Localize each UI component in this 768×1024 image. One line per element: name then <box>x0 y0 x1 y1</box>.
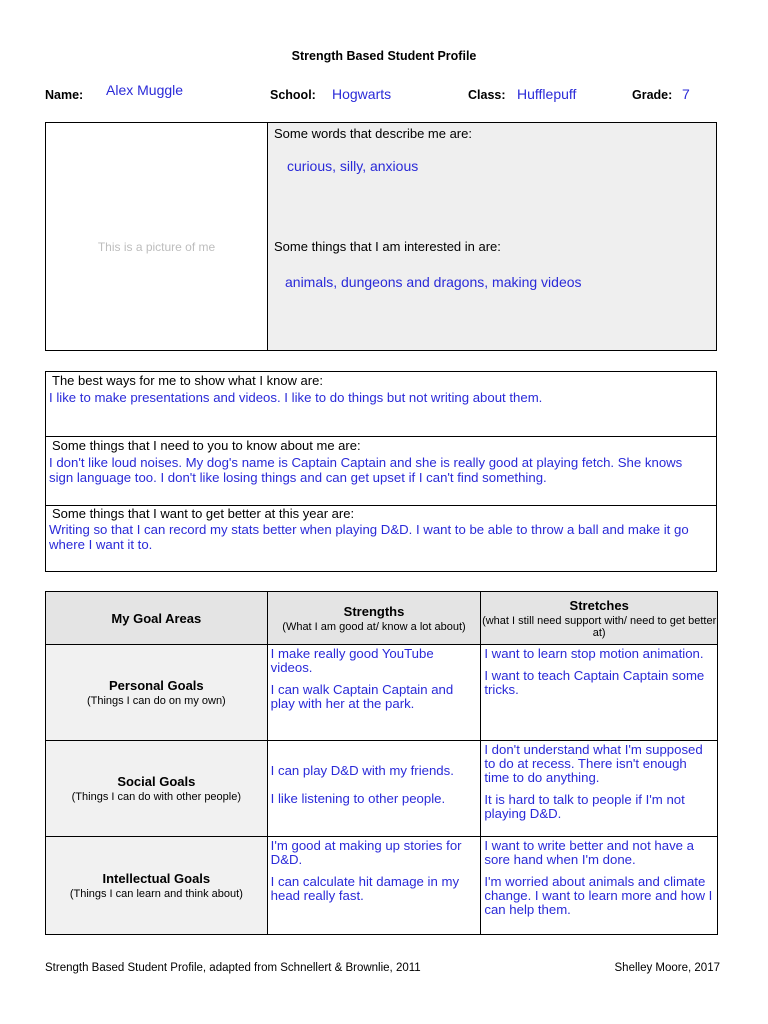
grade-label: Grade: <box>632 88 673 102</box>
goal-areas-header: My Goal Areas <box>46 592 268 645</box>
need-to-know-prompt: Some things that I need to you to know about me are: <box>52 438 361 453</box>
about-me-panel <box>268 123 716 350</box>
table-row <box>46 837 718 935</box>
words-answer: curious, silly, anxious <box>287 158 419 174</box>
class-label: Class: <box>468 88 506 102</box>
stretches-header: Stretches (what I still need support with/ need to get better at) <box>481 592 718 645</box>
show-what-i-know-prompt: The best ways for me to show what I know are: <box>52 373 323 388</box>
strengths-subheader: (What I am good at/ know a lot about) <box>282 620 466 633</box>
social-goals-cell: Social Goals (Things I can do with other people) <box>46 741 268 837</box>
words-prompt: Some words that describe me are: <box>274 126 472 141</box>
name-value: Alex Muggle <box>106 82 184 98</box>
footer-citation: Strength Based Student Profile, adapted from Schnellert & Brownlie, 2011 <box>45 962 421 974</box>
intellectual-strengths-cell: I'm good at making up stories for D&D. I can calculate hit damage in my head really fast. <box>267 837 481 935</box>
personal-strengths-cell: I make really good YouTube videos. I can walk Captain Captain and play with her at the park. <box>267 645 481 741</box>
goals-header-row <box>46 592 718 645</box>
grade-value: 7 <box>682 86 690 102</box>
personal-stretches-cell: I want to learn stop motion animation. I want to teach Captain Captain some tricks. <box>481 645 718 741</box>
goals-table <box>45 591 718 935</box>
table-row <box>46 645 718 741</box>
strengths-header: Strengths (What I am good at/ know a lot about) <box>267 592 481 645</box>
get-better-answer: Writing so that I can record my stats better when playing D&D. I want to be able to throw a ball and make it go where I want it to. <box>49 522 689 552</box>
stretches-subheader: (what I still need support with/ need to get better at) <box>482 614 717 639</box>
need-to-know-answer: I don't like loud noises. My dog's name is Captain Captain and she is really good at playing fetch. She knows sign language too. I don't like losing things and can get upset if I can't find something. <box>49 455 683 485</box>
personal-goals-cell: Personal Goals (Things I can do on my own) <box>46 645 268 741</box>
social-strengths-cell: I can play D&D with my friends. I like listening to other people. <box>267 741 481 837</box>
document-title: Strength Based Student Profile <box>291 49 477 63</box>
footer-author: Shelley Moore, 2017 <box>614 962 720 974</box>
name-label: Name: <box>45 88 84 102</box>
get-better-row <box>46 505 716 571</box>
picture-placeholder: This is a picture of me <box>97 240 216 254</box>
social-stretches-cell: I don't understand what I'm supposed to do at recess. There isn't enough time to do anything. It is hard to talk to people if I'm not playing D&D. <box>481 741 718 837</box>
school-value: Hogwarts <box>332 86 392 102</box>
class-value: Hufflepuff <box>517 86 577 102</box>
school-label: School: <box>270 88 316 102</box>
interests-answer: animals, dungeons and dragons, making videos <box>285 274 582 290</box>
get-better-prompt: Some things that I want to get better at this year are: <box>52 506 355 521</box>
show-what-i-know-row <box>46 372 716 437</box>
intellectual-goals-cell: Intellectual Goals (Things I can learn and think about) <box>46 837 268 935</box>
picture-area[interactable] <box>46 123 268 350</box>
need-to-know-row <box>46 436 716 506</box>
intellectual-stretches-cell: I want to write better and not have a sore hand when I'm done. I'm worried about animals and climate change. I want to learn more and how I can help them. <box>481 837 718 935</box>
show-what-i-know-answer: I like to make presentations and videos. I like to do things but not writing about them. <box>49 390 543 405</box>
prompts-box <box>45 371 717 572</box>
interests-prompt: Some things that I am interested in are: <box>274 239 501 254</box>
about-me-box <box>45 122 717 351</box>
table-row <box>46 741 718 837</box>
